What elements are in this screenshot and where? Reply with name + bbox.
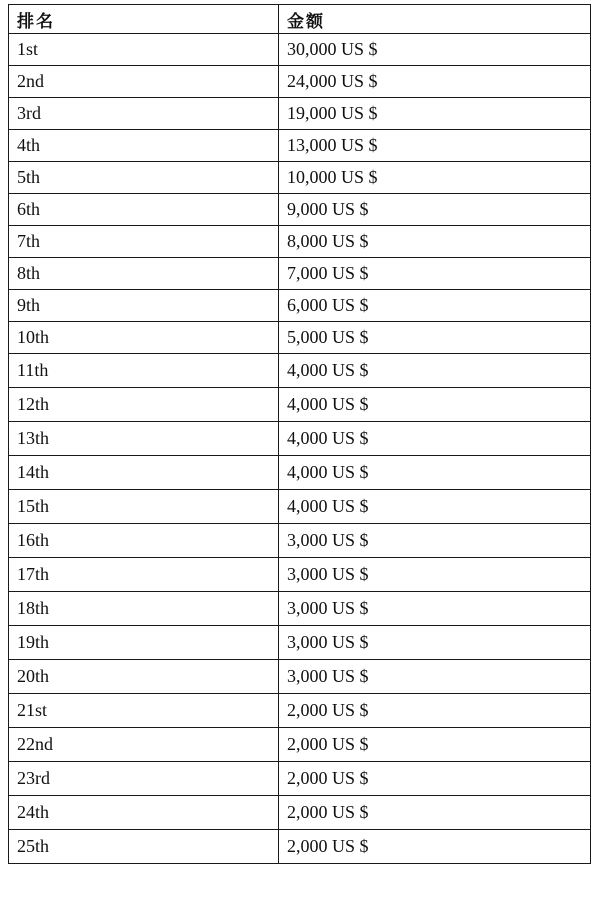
table-row	[9, 728, 591, 762]
table-row	[9, 162, 591, 194]
table-row	[9, 66, 591, 98]
amount-cell: 3,000 US $	[279, 524, 591, 558]
rank-cell: 24th	[9, 796, 279, 830]
rank-cell: 4th	[9, 130, 279, 162]
rank-cell: 15th	[9, 490, 279, 524]
amount-cell: 8,000 US $	[279, 226, 591, 258]
table-row	[9, 98, 591, 130]
rank-cell: 10th	[9, 322, 279, 354]
rank-cell: 14th	[9, 456, 279, 490]
amount-cell: 9,000 US $	[279, 194, 591, 226]
table-row	[9, 660, 591, 694]
table-header	[9, 5, 591, 34]
amount-cell: 3,000 US $	[279, 558, 591, 592]
amount-cell: 2,000 US $	[279, 796, 591, 830]
amount-cell: 3,000 US $	[279, 626, 591, 660]
amount-cell: 2,000 US $	[279, 830, 591, 864]
amount-cell: 2,000 US $	[279, 728, 591, 762]
rank-cell: 13th	[9, 422, 279, 456]
amount-cell: 3,000 US $	[279, 592, 591, 626]
amount-cell: 13,000 US $	[279, 130, 591, 162]
table-row	[9, 194, 591, 226]
amount-cell: 4,000 US $	[279, 422, 591, 456]
rank-cell: 11th	[9, 354, 279, 388]
amount-cell: 7,000 US $	[279, 258, 591, 290]
table-row	[9, 422, 591, 456]
amount-cell: 24,000 US $	[279, 66, 591, 98]
rank-cell: 12th	[9, 388, 279, 422]
table-row	[9, 226, 591, 258]
amount-cell: 19,000 US $	[279, 98, 591, 130]
amount-cell: 30,000 US $	[279, 34, 591, 66]
amount-cell: 4,000 US $	[279, 490, 591, 524]
table-row	[9, 258, 591, 290]
rank-cell: 22nd	[9, 728, 279, 762]
table-row	[9, 694, 591, 728]
table-row	[9, 34, 591, 66]
rank-cell: 16th	[9, 524, 279, 558]
rank-cell: 23rd	[9, 762, 279, 796]
rank-cell: 21st	[9, 694, 279, 728]
rank-cell: 9th	[9, 290, 279, 322]
table-row	[9, 130, 591, 162]
table-row	[9, 322, 591, 354]
prize-table	[8, 4, 591, 864]
table-row	[9, 490, 591, 524]
rank-cell: 6th	[9, 194, 279, 226]
rank-cell: 1st	[9, 34, 279, 66]
rank-cell: 7th	[9, 226, 279, 258]
amount-cell: 3,000 US $	[279, 660, 591, 694]
rank-cell: 19th	[9, 626, 279, 660]
amount-cell: 10,000 US $	[279, 162, 591, 194]
table-row	[9, 762, 591, 796]
rank-cell: 20th	[9, 660, 279, 694]
amount-cell: 2,000 US $	[279, 762, 591, 796]
table-row	[9, 830, 591, 864]
amount-cell: 5,000 US $	[279, 322, 591, 354]
amount-cell: 4,000 US $	[279, 456, 591, 490]
table-body	[9, 34, 591, 864]
amount-cell: 4,000 US $	[279, 388, 591, 422]
rank-cell: 18th	[9, 592, 279, 626]
table-row	[9, 558, 591, 592]
table-row	[9, 592, 591, 626]
table-row	[9, 796, 591, 830]
rank-cell: 25th	[9, 830, 279, 864]
table-row	[9, 524, 591, 558]
rank-cell: 17th	[9, 558, 279, 592]
rank-cell: 8th	[9, 258, 279, 290]
rank-cell: 5th	[9, 162, 279, 194]
rank-cell: 2nd	[9, 66, 279, 98]
amount-cell: 6,000 US $	[279, 290, 591, 322]
amount-cell: 4,000 US $	[279, 354, 591, 388]
table-row	[9, 290, 591, 322]
header-row	[9, 5, 591, 34]
table-row	[9, 388, 591, 422]
amount-cell: 2,000 US $	[279, 694, 591, 728]
table-row	[9, 354, 591, 388]
table-row	[9, 626, 591, 660]
rank-column-header: 排名	[9, 5, 279, 34]
rank-cell: 3rd	[9, 98, 279, 130]
amount-column-header: 金额	[279, 5, 591, 34]
table-row	[9, 456, 591, 490]
